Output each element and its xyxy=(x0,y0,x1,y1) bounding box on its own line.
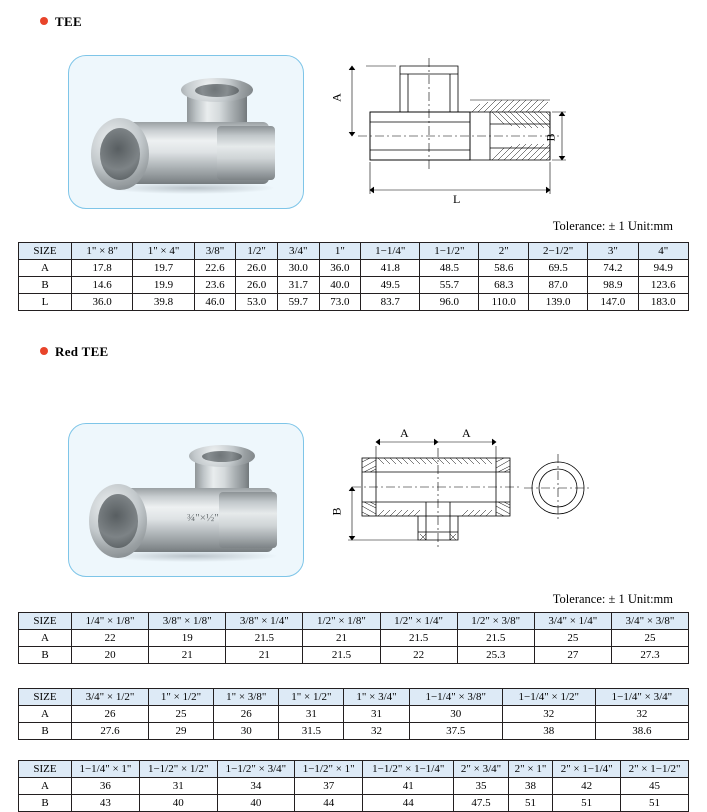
technical-drawing-red-tee xyxy=(330,428,590,568)
product-photo-red-tee xyxy=(68,423,304,577)
red-tee-marking: ¾"×½" xyxy=(187,512,219,524)
table-cell: 110.0 xyxy=(479,294,529,311)
table-cell: 32 xyxy=(502,706,595,723)
table-cell: 26 xyxy=(214,706,279,723)
section-title-tee-label: TEE xyxy=(55,14,82,29)
table-cell: 48.5 xyxy=(420,260,479,277)
tolerance-note-tee: Tolerance: ± 1 Unit:mm xyxy=(552,219,673,233)
table-cell: 98.9 xyxy=(588,277,638,294)
table-cell: 42 xyxy=(553,778,621,795)
row-label: A xyxy=(19,706,72,723)
table-header-cell: 1/2" × 1/4" xyxy=(380,613,457,630)
table-cell: 19 xyxy=(149,630,226,647)
table-cell: 83.7 xyxy=(361,294,420,311)
bullet-icon xyxy=(40,347,48,355)
table-header-cell: 1−1/2" × 3/4" xyxy=(217,761,295,778)
table-header-cell: 1" × 8" xyxy=(72,243,133,260)
table-cell: 30 xyxy=(214,723,279,740)
table-header-cell: 2" × 1−1/2" xyxy=(621,761,689,778)
red-tee-photo-shadow xyxy=(107,550,277,562)
table-cell: 37.5 xyxy=(409,723,502,740)
table-header-row xyxy=(19,613,689,630)
bullet-icon xyxy=(40,17,48,25)
table-header-cell: 1−1/4" × 3/4" xyxy=(595,689,688,706)
table-header-cell: 1/4" × 1/8" xyxy=(72,613,149,630)
table-row xyxy=(19,277,689,294)
dim-label-b-tee: B xyxy=(543,133,558,142)
product-photo-tee xyxy=(68,55,304,209)
table-cell: 87.0 xyxy=(529,277,588,294)
table-row xyxy=(19,723,689,740)
table-cell: 25 xyxy=(534,630,611,647)
table-cell: 31 xyxy=(279,706,344,723)
table-header-cell: 3/8" × 1/8" xyxy=(149,613,226,630)
table-cell: 27.3 xyxy=(611,647,688,664)
tolerance-note-red-tee: Tolerance: ± 1 Unit:mm xyxy=(552,592,673,606)
table-header-row xyxy=(19,243,689,260)
dim-label-a-tee: A xyxy=(329,93,344,102)
table-header-cell: 1" × 1/2" xyxy=(148,689,213,706)
table-cell: 17.8 xyxy=(72,260,133,277)
spec-table-red-tee-3 xyxy=(18,760,689,812)
table-cell: 123.6 xyxy=(638,277,688,294)
table-cell: 139.0 xyxy=(529,294,588,311)
table-header-row xyxy=(19,689,689,706)
table-cell: 30.0 xyxy=(277,260,319,277)
table-row xyxy=(19,647,689,664)
table-row xyxy=(19,260,689,277)
table-cell: 31 xyxy=(344,706,409,723)
table-cell: 29 xyxy=(148,723,213,740)
table-cell: 34 xyxy=(217,778,295,795)
table-cell: 26.0 xyxy=(236,260,278,277)
row-label: A xyxy=(19,260,72,277)
section-title-tee xyxy=(40,14,82,30)
row-label: B xyxy=(19,277,72,294)
table-cell: 59.7 xyxy=(277,294,319,311)
red-tee-branch-bore xyxy=(202,451,242,462)
table-cell: 35 xyxy=(454,778,508,795)
table-header-cell: 2" × 1−1/4" xyxy=(553,761,621,778)
table-cell: 55.7 xyxy=(420,277,479,294)
table-cell: 38 xyxy=(502,723,595,740)
table-header-cell: 1−1/2" xyxy=(420,243,479,260)
table-cell: 43 xyxy=(72,795,140,812)
table-cell: 51 xyxy=(621,795,689,812)
table-cell: 21 xyxy=(226,647,303,664)
table-cell: 44 xyxy=(363,795,454,812)
table-cell: 36 xyxy=(72,778,140,795)
table-cell: 27 xyxy=(534,647,611,664)
table-header-cell: 1" × 1/2" xyxy=(279,689,344,706)
table-row xyxy=(19,706,689,723)
table-header-cell: 1−1/4" xyxy=(361,243,420,260)
red-tee-drawing-svg xyxy=(330,428,590,568)
table-header-cell: 1" xyxy=(319,243,361,260)
table-header-cell: SIZE xyxy=(19,243,72,260)
table-header-cell: 3/4" × 3/8" xyxy=(611,613,688,630)
table-cell: 21 xyxy=(303,630,380,647)
table-header-cell: 1−1/2" × 1−1/4" xyxy=(363,761,454,778)
tee-socket-bore xyxy=(100,128,140,180)
table-cell: 53.0 xyxy=(236,294,278,311)
table-cell: 183.0 xyxy=(638,294,688,311)
table-cell: 22 xyxy=(380,647,457,664)
table-cell: 21 xyxy=(149,647,226,664)
table-header-cell: 1−1/2" × 1/2" xyxy=(139,761,217,778)
table-cell: 21.5 xyxy=(303,647,380,664)
table-cell: 26.0 xyxy=(236,277,278,294)
table-cell: 73.0 xyxy=(319,294,361,311)
table-cell: 14.6 xyxy=(72,277,133,294)
table-cell: 31 xyxy=(139,778,217,795)
table-header-cell: 2" xyxy=(479,243,529,260)
table-cell: 19.9 xyxy=(133,277,194,294)
table-cell: 23.6 xyxy=(194,277,236,294)
dim-label-l-tee: L xyxy=(453,192,461,206)
table-cell: 58.6 xyxy=(479,260,529,277)
dim-label-b-red-tee: B xyxy=(329,507,344,516)
table-cell: 41 xyxy=(363,778,454,795)
table-header-cell: 1−1/2" × 1" xyxy=(295,761,363,778)
table-header-cell: 1−1/4" × 1/2" xyxy=(502,689,595,706)
table-cell: 96.0 xyxy=(420,294,479,311)
table-header-cell: 1" × 4" xyxy=(133,243,194,260)
table-cell: 21.5 xyxy=(380,630,457,647)
table-cell: 40 xyxy=(139,795,217,812)
table-cell: 39.8 xyxy=(133,294,194,311)
table-row xyxy=(19,795,689,812)
table-cell: 31.5 xyxy=(279,723,344,740)
table-cell: 25.3 xyxy=(457,647,534,664)
table-cell: 74.2 xyxy=(588,260,638,277)
table-header-cell: SIZE xyxy=(19,613,72,630)
table-header-cell: 1/2" × 1/8" xyxy=(303,613,380,630)
table-cell: 31.7 xyxy=(277,277,319,294)
table-row xyxy=(19,294,689,311)
table-row xyxy=(19,630,689,647)
table-header-cell: 3/4" × 1/2" xyxy=(72,689,149,706)
table-cell: 32 xyxy=(344,723,409,740)
row-label: L xyxy=(19,294,72,311)
table-cell: 21.5 xyxy=(226,630,303,647)
table-header-cell: SIZE xyxy=(19,689,72,706)
table-cell: 49.5 xyxy=(361,277,420,294)
table-header-cell: 2" × 1" xyxy=(508,761,553,778)
table-cell: 25 xyxy=(148,706,213,723)
spec-table-tee xyxy=(18,242,689,311)
table-cell: 22.6 xyxy=(194,260,236,277)
table-header-cell: 3/4" xyxy=(277,243,319,260)
table-cell: 68.3 xyxy=(479,277,529,294)
table-cell: 45 xyxy=(621,778,689,795)
table-header-cell: SIZE xyxy=(19,761,72,778)
row-label: B xyxy=(19,647,72,664)
section-title-red-tee xyxy=(40,344,109,360)
table-cell: 27.6 xyxy=(72,723,149,740)
table-cell: 30 xyxy=(409,706,502,723)
dim-label-a2-red-tee: A xyxy=(462,426,471,440)
table-cell: 40.0 xyxy=(319,277,361,294)
table-row xyxy=(19,778,689,795)
table-cell: 69.5 xyxy=(529,260,588,277)
table-cell: 40 xyxy=(217,795,295,812)
spec-table-red-tee-1 xyxy=(18,612,689,664)
table-header-cell: 1" × 3/8" xyxy=(214,689,279,706)
table-cell: 26 xyxy=(72,706,149,723)
table-cell: 51 xyxy=(553,795,621,812)
table-header-cell: 1/2" xyxy=(236,243,278,260)
table-header-cell: 3" xyxy=(588,243,638,260)
tee-run-right xyxy=(217,126,275,180)
table-cell: 36.0 xyxy=(319,260,361,277)
section-title-red-tee-label: Red TEE xyxy=(55,344,109,359)
table-header-cell: 1" × 3/4" xyxy=(344,689,409,706)
table-header-cell: 2−1/2" xyxy=(529,243,588,260)
table-cell: 46.0 xyxy=(194,294,236,311)
red-tee-socket-bore xyxy=(98,494,138,548)
tee-photo-shadow xyxy=(109,182,274,194)
table-cell: 36.0 xyxy=(72,294,133,311)
table-header-row xyxy=(19,761,689,778)
table-header-cell: 1−1/4" × 3/8" xyxy=(409,689,502,706)
table-cell: 44 xyxy=(295,795,363,812)
row-label: A xyxy=(19,630,72,647)
technical-drawing-tee xyxy=(330,52,570,212)
table-cell: 37 xyxy=(295,778,363,795)
table-header-cell: 1/2" × 3/8" xyxy=(457,613,534,630)
table-header-cell: 2" × 3/4" xyxy=(454,761,508,778)
table-cell: 22 xyxy=(72,630,149,647)
table-cell: 51 xyxy=(508,795,553,812)
row-label: A xyxy=(19,778,72,795)
tee-drawing-svg xyxy=(330,52,570,212)
table-cell: 94.9 xyxy=(638,260,688,277)
row-label: B xyxy=(19,795,72,812)
table-cell: 41.8 xyxy=(361,260,420,277)
table-cell: 38.6 xyxy=(595,723,688,740)
table-header-cell: 3/8" xyxy=(194,243,236,260)
red-tee-run-right xyxy=(219,492,277,548)
table-header-cell: 1−1/4" × 1" xyxy=(72,761,140,778)
table-header-cell: 4" xyxy=(638,243,688,260)
table-cell: 20 xyxy=(72,647,149,664)
table-cell: 147.0 xyxy=(588,294,638,311)
table-header-cell: 3/8" × 1/4" xyxy=(226,613,303,630)
row-label: B xyxy=(19,723,72,740)
dim-label-a1-red-tee: A xyxy=(400,426,409,440)
table-cell: 32 xyxy=(595,706,688,723)
table-cell: 19.7 xyxy=(133,260,194,277)
table-header-cell: 3/4" × 1/4" xyxy=(534,613,611,630)
table-cell: 38 xyxy=(508,778,553,795)
tee-branch-bore xyxy=(195,84,239,97)
table-cell: 47.5 xyxy=(454,795,508,812)
spec-table-red-tee-2 xyxy=(18,688,689,740)
table-cell: 21.5 xyxy=(457,630,534,647)
table-cell: 25 xyxy=(611,630,688,647)
